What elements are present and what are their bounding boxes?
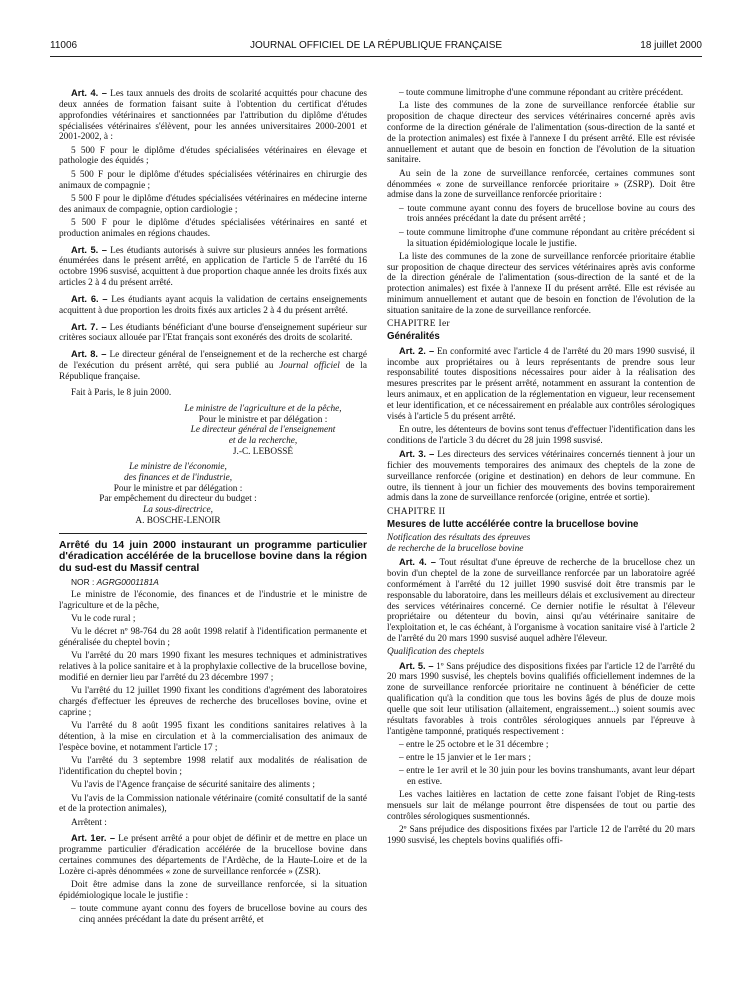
article-2-paragraph: Art. 2. – En conformité avec l'article 4 de l'arrêté du 20 mars 1990 susvisé, il incombe aux propriétaires ou à leurs représentants de prendre sous leur responsabilité toutes dispositions nécessaires pour aider à la réalisation des mesures prescrites par le présent arrêté, notamment en assurant la contention de leurs animaux, et en application de la réglementation en vigueur, leur recensement et leur identification, et ce nécessairement en préalable aux contrôles sérologiques visés à l'article 5 du présent arrêté. [387, 345, 696, 422]
article-6-paragraph: Art. 6. – Les étudiants ayant acquis la validation de certains enseignements acquittent à due proportion les droits fixés aux articles 2 à 4 du présent arrêté. [59, 293, 367, 316]
section-heading: Qualification des cheptels [387, 647, 485, 658]
vu-item: Vu le code rural ; [71, 614, 136, 625]
chapter-1-title: Généralités [387, 331, 440, 343]
article-8-paragraph: Art. 8. – Le directeur général de l'enseignement et de la recherche est chargé de l'exécution du présent arrêté, qui sera publié au Journal officiel de la République française. [59, 349, 368, 382]
article-5-paragraph: Art. 5. – 1º Sans préjudice des dispositions fixées par l'article 12 de l'arrêté du 20 mars 1990 susvisé, les cheptels bovins qualifiés officiellement indemnes de la zone de surveillance renforcée prioritaire ne continuent à bénéficier de cette qualification qu'à la condition que tous les bovins âgés de plus de douze mois quelle que soit leur utilisation (allaitement, engraissement...) soient soumis avec résultats favorables à trois contrôles sérologiques annuels par l'épreuve à l'antigène tamponné, pratiqués respectivement : [387, 660, 696, 737]
signature-block-agriculture: Le ministre de l'agriculture et de la pêche, Pour le ministre et par délégation : Le directeur général de l'enseignement et de la recherche, J.-C. LEBOSSÉ [184, 403, 342, 458]
arretent: Arrêtent : [71, 818, 107, 829]
article-1-paragraph: Art. 1er. – Le présent arrêté a pour objet de définir et de mettre en place un programme particulier d'éradication accélérée de la brucellose bovine dans certaines communes des départements de l'Ardèche, de la Haute-Loire et de la Lozère ci-après dénommées « zone de surveillance renforcée » (ZSR). [59, 833, 367, 877]
list-item: – entre le 1er avril et le 30 juin pour les bovins transhumants, avant leur départ en estive. [399, 766, 695, 788]
article-2-paragraph-2: En outre, les détenteurs de bovins sont tenus d'effectuer l'identification dans les conditions de l'article 3 du décret du 28 juin 1998 susvisé. [387, 424, 695, 446]
signature-block-economy: Le ministre de l'économie, des finances et de l'industrie, Pour le ministre et par délégation : Par empêchement du directeur du budget : La sous-directrice, A. BOSCHE-LENOIR [99, 461, 257, 527]
nor-reference: NOR : AGRG0001181A [71, 576, 159, 587]
vu-item: Vu l'avis de la Commission nationale vétérinaire (comité consultatif de la santé et de la protection animales), [59, 793, 367, 815]
article-3-paragraph: Art. 3. – Les directeurs des services vétérinaires concernés tiennent à jour un fichier des mouvements temporaires des animaux des cheptels de la zone de surveillance renforcée (origine et destination) en dehors de leur commune. En outre, ils tiennent à jour un fichier des mouvements des bovins temporairement admis dans la zone de surveillance renforcée (origine, entrée et sortie). [387, 449, 695, 504]
article-4-paragraph: Art. 4. – Tout résultat d'une épreuve de recherche de la brucellose chez un bovin d'un cheptel de la zone de surveillance renforcée par un laboratoire agréé conformément à l'arrêté du 12 juillet 1990 susvisé doit être transmis par le responsable du laboratoire, dans les meilleurs délais et exclusivement au directeur des services vétérinaires concerné. Ce dernier notifie le résultat à l'éleveur propriétaire ou détenteur du bovin, ainsi qu'au vétérinaire sanitaire de l'exploitation et, le cas échéant, à l'organisme à vocation sanitaire visé à l'article 2 de l'arrêté du 20 mars 1990 susvisé auquel adhère l'éleveur. [387, 557, 696, 645]
vu-item: Vu l'arrêté du 12 juillet 1990 fixant les conditions d'agrément des laboratoires chargés d'effectuer les épreuves de recherche des brucelloses bovine, ovine et caprine ; [59, 686, 367, 719]
list-item: – toute commune ayant connu des foyers de brucellose bovine au cours des trois années précédant la date du présent arrêté ; [399, 203, 695, 225]
section-heading: Notification des résultats des épreuves de recherche de la brucellose bovine [387, 533, 531, 554]
vu-item: Vu l'avis de l'Agence française de sécurité sanitaire des aliments ; [71, 780, 315, 791]
chapter-1-heading: CHAPITRE Ier [387, 319, 450, 330]
list-item: – toute commune ayant connu des foyers de brucellose bovine au cours des cinq années précédant la date du présent arrêté, et [71, 903, 367, 925]
article-1-paragraph-2: Doit être admise dans la zone de surveillance renforcée, si la situation épidémiologique locale le justifie : [59, 879, 367, 901]
section-divider [59, 533, 367, 534]
page-header [50, 40, 702, 57]
right-column [387, 88, 695, 849]
article-7-paragraph: Art. 7. – Les étudiants bénéficiant d'une bourse d'enseignement supérieur sur critères sociaux allouée par l'Etat français sont exonérés des droits de scolarité. [59, 321, 368, 344]
chapter-2-title: Mesures de lutte accélérée contre la brucellose bovine [387, 518, 639, 530]
vu-item: Vu l'arrêté du 20 mars 1990 fixant les mesures techniques et administratives relatives à la police sanitaire et à la prophylaxie collective de la brucellose bovine, modifié en dernier lieu par l'arrêté du 23 décembre 1997 ; [59, 651, 367, 684]
list-item: – entre le 15 janvier et le 1er mars ; [399, 753, 531, 764]
zsrp-list-paragraph: La liste des communes de la zone de surveillance renforcée prioritaire établie sur proposition de chaque directeur des services vétérinaires après avis conforme de la direction générale de l'alimentation (sous-direction de la santé et de la protection animales) est fixée à l'annexe II du présent arrêté. Elle est révisée au minimum annuellement et autant que de besoin en fonction de l'évolution de la situation sanitaire de la zone de surveillance renforcée. [387, 251, 695, 316]
list-item: – toute commune limitrophe d'une commune répondant au critère précédent si la situation épidémiologique locale le justifie. [399, 227, 695, 249]
vu-item: Vu l'arrêté du 8 août 1995 fixant les conditions sanitaires relatives à la détention, à la mise en circulation et à la commercialisation des animaux de l'espèce bovine, et notamment l'article 17 ; [59, 721, 367, 753]
fee-line: 5 500 F pour le diplôme d'études spécialisées vétérinaires en élevage et pathologie des équidés ; [59, 145, 367, 167]
signature-date: Fait à Paris, le 8 juin 2000. [71, 387, 172, 398]
fee-line: 5 500 F pour le diplôme d'études spécialisées vétérinaires en médecine interne des animaux de compagnie, option cardiologie ; [59, 193, 367, 215]
page-number: 11006 [50, 40, 78, 51]
fee-line: 5 500 F pour le diplôme d'études spécialisées vétérinaires en santé et production animales en régions chaudes. [59, 217, 367, 239]
fee-line: 5 500 F pour le diplôme d'études spécialisées vétérinaires en chirurgie des animaux de compagnie ; [59, 169, 367, 191]
article-4-paragraph: Art. 4. – Les taux annuels des droits de scolarité acquittés pour chacune des deux années de formation faisant suite à l'obtention du certificat d'études approfondies vétérinaires et sanctionnées par l'attribution du diplôme d'études spécialisées vétérinaires s'élèvent, pour les années universitaires 2000-2001 et 2001-2002, à : [59, 88, 367, 143]
zsrp-paragraph: Au sein de la zone de surveillance renforcée, certaines communes sont dénommées « zone de surveillance renforcée prioritaire » (ZSRP). Doit être admise dans la zone de surveillance renforcée prioritaire : [387, 168, 695, 201]
article-5-paragraph-3: 2º Sans préjudice des dispositions fixées par l'article 12 de l'arrêté du 20 mars 1990 susvisé, les cheptels bovins qualifiés offi- [387, 825, 695, 847]
chapter-2-heading: CHAPITRE II [387, 506, 446, 517]
arrete-title: Arrêté du 14 juin 2000 instaurant un programme particulier d'éradication accélérée de la brucellose bovine dans la région du sud-est du Massif central [59, 539, 367, 574]
vu-item: Vu le décret nº 98-764 du 28 août 1998 relatif à l'identification permanente et généralisée du cheptel bovin ; [59, 627, 367, 649]
list-item: – entre le 25 octobre et le 31 décembre ; [399, 739, 549, 750]
journal-title: JOURNAL OFFICIEL DE LA RÉPUBLIQUE FRANÇAISE [249, 40, 503, 51]
list-item: – toute commune limitrophe d'une commune répondant au critère précédent. [399, 88, 684, 98]
zsr-list-paragraph: La liste des communes de la zone de surveillance renforcée établie sur proposition de chaque directeur des services vétérinaires concerné après avis conforme de la direction générale de l'alimentation (sous-direction de la santé et de la protection animales) est fixée à l'annexe I du présent arrêté. Elle est révisée annuellement et autant que de besoin en fonction de l'évolution de la situation sanitaire. [387, 101, 695, 166]
header-date: 18 juillet 2000 [640, 40, 702, 51]
vu-item: Vu l'arrêté du 3 septembre 1998 relatif aux modalités de réalisation de l'identification du cheptel bovin ; [59, 756, 367, 778]
left-column [59, 88, 367, 928]
article-5-paragraph: Art. 5. – Les étudiants autorisés à suivre sur plusieurs années les formations énumérées dans le présent arrêté, en application de l'article 5 de l'arrêté du 16 octobre 1996 susvisé, acquittent à due proportion chaque année les droits fixés aux articles 2 à 4 du présent arrêté. [59, 244, 368, 289]
article-5-paragraph-2: Les vaches laitières en lactation de cette zone faisant l'objet de Ring-tests mensuels sur lait de mélange pourront être dispensées de tout ou partie des contrôles sérologiques susmentionnés. [387, 790, 695, 823]
intro-paragraph: Le ministre de l'économie, des finances et de l'industrie et le ministre de l'agriculture et de la pêche, [59, 590, 367, 611]
